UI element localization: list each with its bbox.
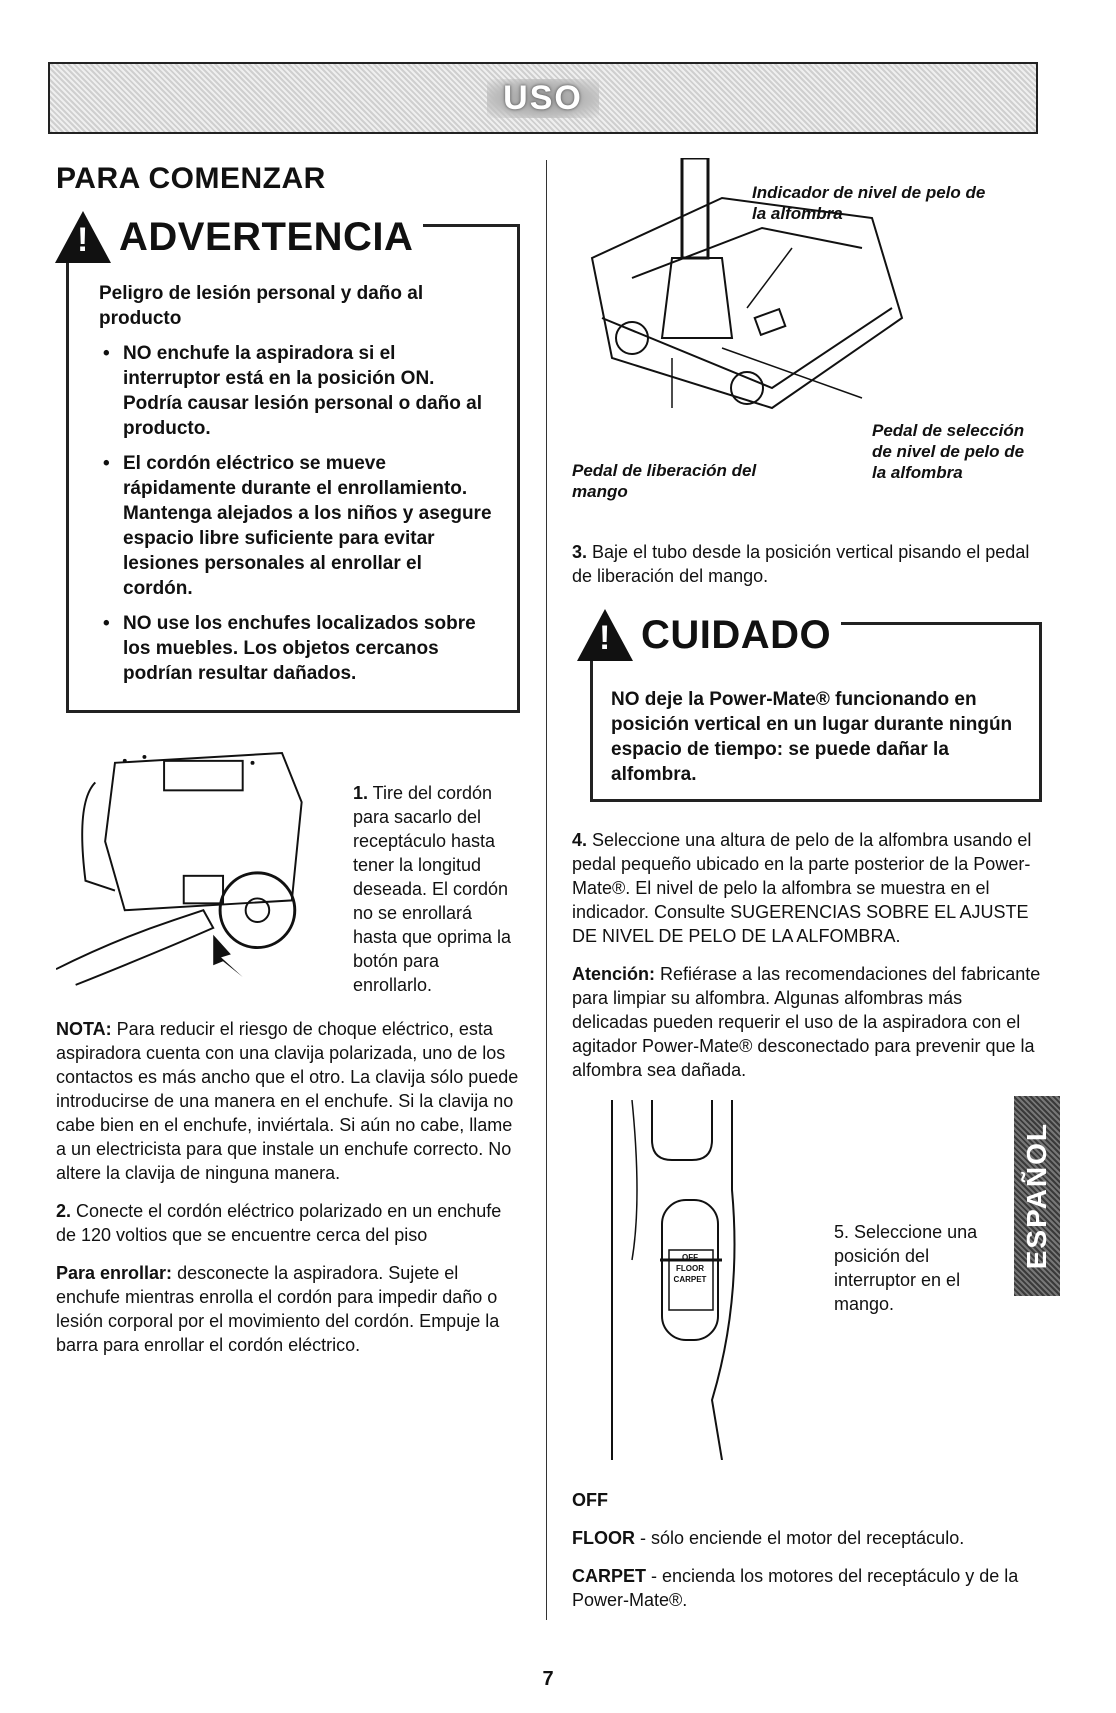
selection-pedal-label: Pedal de selección de nivel de pelo de la alfombra — [872, 421, 1025, 482]
warning-triangle-icon — [55, 211, 111, 263]
caution-box — [590, 612, 1042, 802]
nota-paragraph: NOTA: Para reducir el riesgo de choque eléctrico, esta aspiradora cuenta con una clavija polarizada, uno de los contactos es más ancho que el otro. La clavija sólo puede introducirse de una manera en el enchufe. Si la clavija no cabe bien en el enchufe, inviértala. Si aún no cabe, llame a un electricista para que instale un enchufe correcto. No altere la clavija de ninguna manera. — [56, 1019, 519, 1183]
switch-carpet-label: CARPET — [673, 1275, 707, 1284]
page-number: 7 — [542, 1668, 554, 1690]
warning-header — [55, 211, 423, 263]
caution-title: CUIDADO — [641, 612, 832, 657]
switch-figure — [572, 1100, 1042, 1460]
release-pedal-label: Pedal de liberación del mango — [572, 461, 757, 501]
warning-title: ADVERTENCIA — [119, 214, 414, 259]
indicator-label: Indicador de nivel de pelo de la alfombra — [752, 183, 986, 223]
step2-paragraph: 2. Conecte el cordón eléctrico polarizado en un enchufe de 120 voltios que se encuentre cerca del piso — [56, 1201, 502, 1245]
step5-text: 5. Seleccione una posición del interruptor en el mango. — [834, 1222, 978, 1314]
column-divider — [546, 160, 547, 1620]
section-title: PARA COMENZAR — [56, 162, 326, 195]
right-column — [572, 158, 1042, 1626]
nozzle-figure — [572, 158, 1042, 518]
left-column — [56, 150, 520, 1371]
switch-modes — [572, 1488, 1042, 1612]
caution-header — [577, 609, 841, 661]
switch-label-group — [670, 1252, 710, 1285]
section-banner — [48, 62, 1038, 134]
vacuum-cord-illustration — [56, 741, 341, 991]
step3-paragraph: 3. Baje el tubo desde la posición vertical pisando el pedal de liberación del mango. — [572, 542, 1030, 586]
step4-paragraph: 4. Seleccione una altura de pelo de la alfombra usando el pedal pequeño ubicado en la parte posterior de la Power-Mate®. El nivel de pelo la alfombra se muestra en el indicador. Consulte SUGERENCIAS SOBRE EL AJUSTE DE NIVEL DE PELO DE LA ALFOMBRA. — [572, 830, 1032, 946]
language-tab — [1014, 1096, 1060, 1296]
mode-floor: FLOOR - sólo enciende el motor del receptáculo. — [572, 1528, 965, 1548]
mode-carpet: CARPET - encienda los motores del receptáculo y de la Power-Mate®. — [572, 1566, 1019, 1610]
caution-text: NO deje la Power-Mate® funcionando en posición vertical en un lugar durante ningún espacio de tiempo: se puede dañar la alfombra. — [611, 689, 1013, 785]
switch-floor-label: FLOOR — [676, 1264, 704, 1273]
left-body — [56, 1017, 520, 1357]
warning-list — [99, 341, 495, 686]
warning-item: • NO use los enchufes localizados sobre los muebles. Los objetos cercanos podrían resultar dañados. — [99, 611, 495, 686]
banner-title: USO — [487, 79, 599, 118]
step1-row — [56, 741, 520, 997]
atencion-paragraph: Atención: Refiérase a las recomendaciones del fabricante para limpiar su alfombra. Algunas alfombras más delicadas pueden requerir el uso de la aspiradora con el agitador Power-Mate® desconectado para prevenir que la alfombra sea dañada. — [572, 964, 1041, 1080]
step1-text: 1. Tire del cordón para sacarlo del receptáculo hasta tener la longitud deseada. El cordón no se enrollará hasta que oprima la botón para enrollarlo. — [352, 783, 512, 995]
warning-item: • El cordón eléctrico se mueve rápidamente durante el enrollamiento. Mantenga alejados a los niños y asegure espacio libre suficiente para evitar lesiones personales al enrollar el cordón. — [99, 451, 495, 601]
warning-item: • NO enchufe la aspiradora si el interruptor está en la posición ON. Podría causar lesión personal o daño al producto. — [99, 341, 495, 441]
switch-off-label: OFF — [682, 1253, 698, 1262]
language-tab-label: ESPAÑOL — [1021, 1122, 1052, 1270]
warning-lead: Peligro de lesión personal y daño al producto — [99, 283, 424, 329]
caution-triangle-icon — [577, 609, 633, 661]
warning-box — [66, 214, 520, 713]
mode-off: OFF — [572, 1490, 608, 1510]
rewind-paragraph: Para enrollar: desconecte la aspiradora. Sujete el enchufe mientras enrolla el cordón para impedir daño o lesión corporal por el movimiento del cordón. Empuje la barra para enrollar el cordón eléctrico. — [56, 1263, 500, 1355]
